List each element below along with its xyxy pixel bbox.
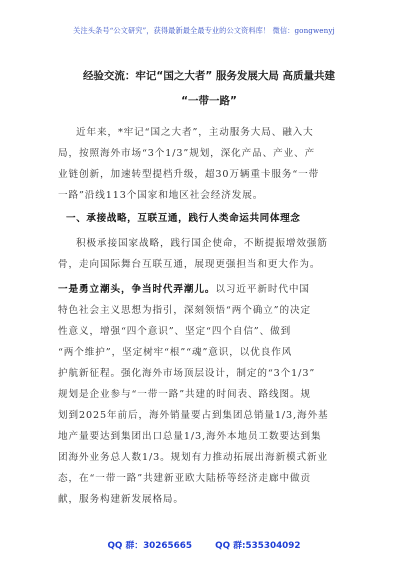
- footer-qq-group-2: QQ 群:535304092: [215, 541, 301, 551]
- point-line: 献，服务构建新发展格局。: [58, 494, 184, 505]
- intro-line: 近年来，*牢记“国之大者”，主动服务大局、融入大: [76, 127, 314, 138]
- point-first-rest: 以习近平新时代中国: [215, 284, 310, 295]
- point-line: 态，在“一带一路”共建新亚欧大陆桥等经济走廊中做贡: [58, 473, 311, 484]
- point-line: 规划是企业参与“一带一路”共建的时间表、路线图。规: [58, 389, 311, 400]
- intro-line: 一路”沿线113个国家和地区社会经济发展。: [58, 190, 264, 201]
- footer-contacts: [0, 538, 408, 551]
- intro-line: 业链创新，加速转型提档升级，超30万辆重卡服务“一带: [58, 169, 320, 180]
- point-line: “两个维护”，坚定树牢“根”“魂”意识，以优良作风: [58, 347, 293, 358]
- point-line: 地产量要达到集团出口总量1/3,海外本地员工数要达到集: [58, 431, 322, 442]
- document-title: 经验交流：牢记“国之大者” 服务发展大局 高质量共建: [82, 70, 336, 82]
- point-line: 护航新征程。强化海外市场顶层设计，制定的“3个1/3”: [58, 368, 316, 379]
- section-paragraph-line: 骨，走向国际舞台互联互通，展现更强担当和更大作为。: [58, 259, 321, 270]
- document-title-line2: “一带一路”: [181, 95, 237, 107]
- point-line: 特色社会主义思想为指引，深刻领悟“两个确立”的决定: [58, 305, 311, 316]
- section-paragraph-line: 积极承接国家战略，践行国企使命，不断提振增效强筋: [76, 238, 328, 249]
- point-line: 团海外业务总人数1/3。规划有力推动拓展出海新模式新业: [58, 452, 328, 463]
- point-first-line: [58, 281, 358, 295]
- point-lead: 一是勇立潮头，争当时代弄潮儿。: [58, 284, 216, 295]
- point-line: 划到2025年前后，海外销量要占到集团总销量1/3,海外基: [58, 410, 329, 421]
- section-heading: 一、承接战略，互联互通，践行人类命运共同体理念: [66, 213, 301, 224]
- header-banner: 关注头条号“公文研究”，获得最新最全最专业的公文资料库！ 微信：gongwenyj: [73, 26, 335, 35]
- footer-qq-group-1: QQ 群：30265665: [107, 541, 193, 551]
- point-line: 性意义，增强“四个意识”、坚定“四个自信”、做到: [58, 326, 292, 337]
- intro-line: 局，按照海外市场“3个1/3”规划，深化产品、产业、产: [58, 148, 316, 159]
